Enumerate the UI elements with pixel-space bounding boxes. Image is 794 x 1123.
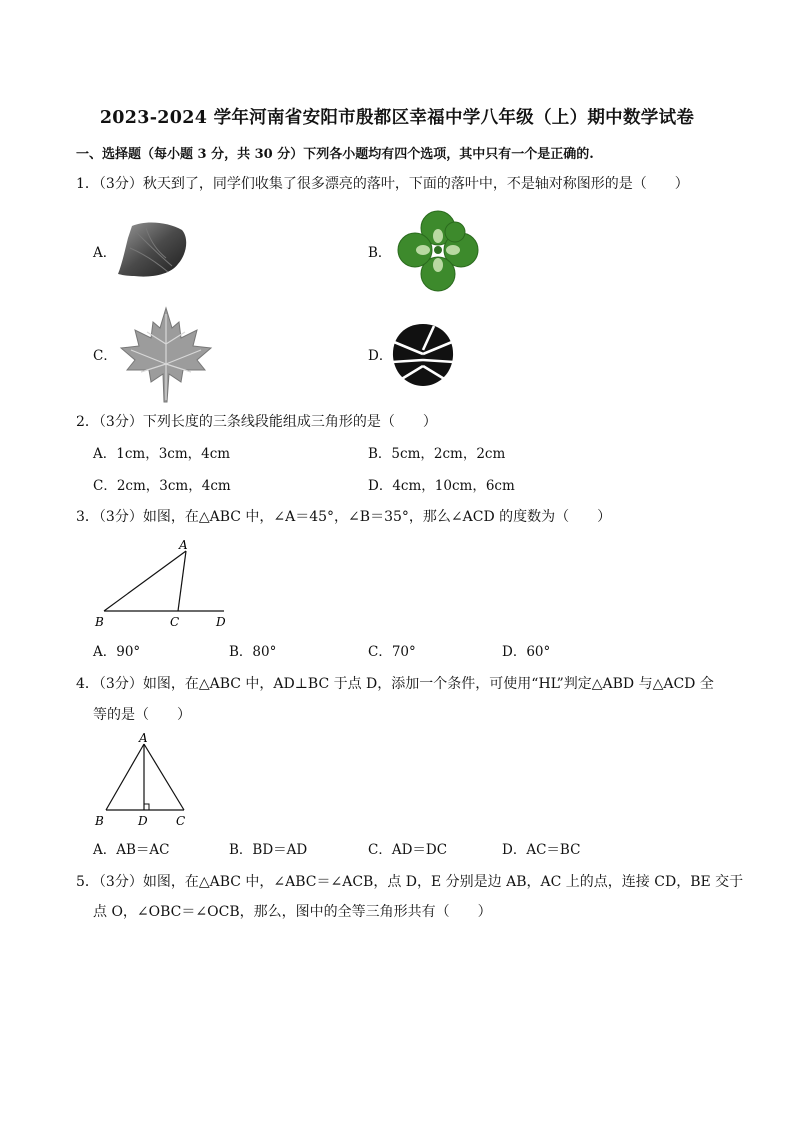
q3-triangle-figure bbox=[90, 536, 240, 630]
question-3-stem: 3．（3分）如图，在△ABC 中，∠A＝45°，∠B＝35°，那么∠ACD 的度数为（ ） bbox=[76, 509, 612, 525]
q4-option-b: B．BD＝AD bbox=[229, 842, 308, 858]
section-heading: 一、选择题（每小题 3 分，共 30 分）下列各小题均有四个选项，其中只有一个是正确的. bbox=[76, 147, 594, 162]
q1-option-c: C． bbox=[93, 348, 117, 364]
q1-option-d: D． bbox=[368, 348, 393, 364]
q1-leaf-a-image bbox=[116, 220, 190, 280]
q4-label-b: B bbox=[95, 814, 104, 828]
question-1-stem: 1．（3分）秋天到了，同学们收集了很多漂亮的落叶，下面的落叶中，不是轴对称图形的是（ ） bbox=[76, 176, 689, 192]
q3-label-c: C bbox=[170, 615, 180, 629]
page-title: 2023-2024 学年河南省安阳市殷都区幸福中学八年级（上）期中数学试卷 bbox=[99, 108, 695, 128]
q2-option-a: A．1cm，3cm，4cm bbox=[93, 446, 231, 462]
q1-leaf-d-image bbox=[390, 320, 456, 390]
question-5-stem-line2: 点 O，∠OBC＝∠OCB，那么，图中的全等三角形共有（ ） bbox=[93, 904, 492, 920]
question-4-stem-line1: 4．（3分）如图，在△ABC 中，AD⊥BC 于点 D，添加一个条件，可使用“HL”判定△ABD 与△ACD 全 bbox=[76, 676, 714, 692]
q4-option-c: C．AD＝DC bbox=[368, 842, 448, 858]
q3-option-d: D．60° bbox=[502, 644, 551, 660]
q4-triangle-figure bbox=[90, 732, 194, 830]
question-5-stem-line1: 5．（3分）如图，在△ABC 中，∠ABC＝∠ACB，点 D，E 分别是边 AB，AC 上的点，连接 CD，BE 交于 bbox=[76, 874, 744, 890]
q2-option-b: B．5cm，2cm，2cm bbox=[368, 446, 506, 462]
question-4-stem-line2: 等的是（ ） bbox=[93, 707, 191, 723]
q3-option-b: B．80° bbox=[229, 644, 277, 660]
q3-label-b: B bbox=[95, 615, 104, 629]
q1-leaf-c-image bbox=[117, 304, 215, 404]
q1-option-a: A． bbox=[93, 245, 117, 261]
q2-option-c: C．2cm，3cm，4cm bbox=[93, 478, 231, 494]
q4-option-d: D．AC＝BC bbox=[502, 842, 581, 858]
q1-leaf-b-image bbox=[393, 206, 483, 296]
q4-label-d: D bbox=[138, 814, 148, 828]
q1-option-b: B． bbox=[368, 245, 392, 261]
question-2-stem: 2．（3分）下列长度的三条线段能组成三角形的是（ ） bbox=[76, 414, 437, 430]
q3-option-a: A．90° bbox=[93, 644, 141, 660]
q4-option-a: A．AB＝AC bbox=[93, 842, 170, 858]
q3-label-d: D bbox=[216, 615, 226, 629]
q4-label-a: A bbox=[139, 732, 148, 745]
q4-label-c: C bbox=[176, 814, 186, 828]
q3-label-a: A bbox=[179, 538, 188, 552]
q2-option-d: D．4cm，10cm，6cm bbox=[368, 478, 515, 494]
q3-option-c: C．70° bbox=[368, 644, 416, 660]
